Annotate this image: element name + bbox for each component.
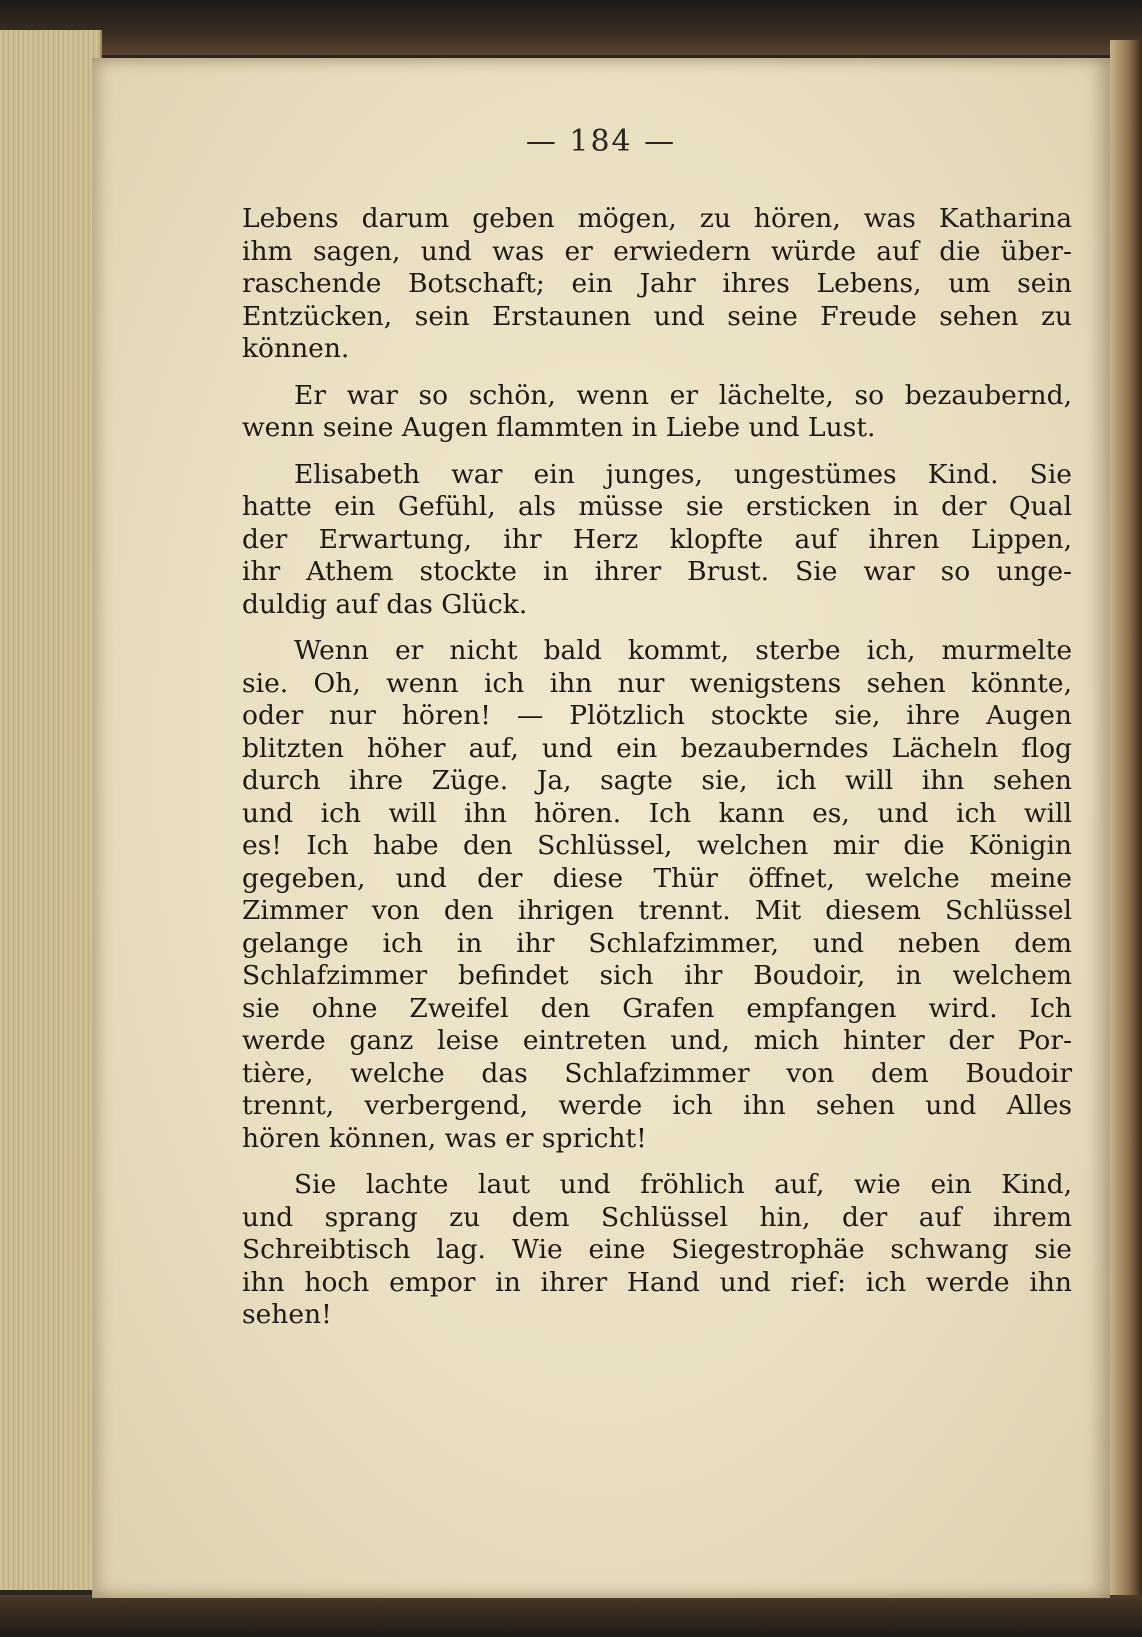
text-line: sie ohne Zweifel den Grafen empfangen wird. Ich	[242, 992, 1072, 1024]
body-text	[242, 203, 1072, 1332]
page-edges-left	[0, 30, 102, 1590]
text-line: hören können, was er spricht!	[242, 1122, 647, 1154]
paragraph-2	[242, 380, 1072, 445]
text-line: werde ganz leise eintreten und, mich hinter der Por-	[242, 1025, 1072, 1056]
book-page	[92, 58, 1110, 1598]
text-line: und ich will ihn hören. Ich kann es, und ich will	[242, 797, 1072, 829]
text-line: der Erwartung, ihr Herz klopfte auf ihren Lippen,	[242, 523, 1072, 555]
text-line: Entzücken, sein Erstaunen und seine Freude sehen zu	[242, 300, 1072, 332]
text-line: trennt, verbergend, werde ich ihn sehen und Alles	[242, 1090, 1072, 1121]
page-edge-right	[1110, 40, 1142, 1600]
paragraph-4	[242, 635, 1072, 1155]
book-binding-bottom	[0, 1595, 1142, 1637]
text-line: ihn hoch empor in ihrer Hand und rief: ich werde ihn	[242, 1266, 1072, 1298]
text-line: können.	[242, 333, 350, 364]
page-number: — 184 —	[525, 124, 677, 159]
text-line: raschende Botschaft; ein Jahr ihres Lebens, um sein	[242, 268, 1072, 299]
text-line: tière, welche das Schlafzimmer von dem Boudoir	[242, 1057, 1072, 1089]
paragraph-3	[242, 459, 1072, 622]
text-line: duldig auf das Glück.	[242, 588, 528, 620]
text-line: Schlafzimmer befindet sich ihr Boudoir, in welchem	[242, 960, 1072, 991]
book-binding-top	[0, 0, 1142, 55]
text-line: Lebens darum geben mögen, zu hören, was Katharina	[242, 203, 1072, 234]
text-line: ihr Athem stockte in ihrer Brust. Sie war so unge-	[242, 556, 1072, 587]
text-line: gelange ich in ihr Schlafzimmer, und neben dem	[242, 927, 1072, 959]
paragraph-1	[242, 203, 1072, 366]
text-line: gegeben, und der diese Thür öffnet, welche meine	[242, 862, 1072, 894]
text-line: Schreibtisch lag. Wie eine Siegestrophäe schwang sie	[242, 1234, 1072, 1265]
text-line: blitzten höher auf, und ein bezauberndes Lächeln flog	[242, 732, 1072, 764]
text-line: oder nur hören! — Plötzlich stockte sie, ihre Augen	[242, 700, 1072, 731]
text-line: Wenn er nicht bald kommt, sterbe ich, murmelte	[294, 635, 1072, 666]
text-line: sehen!	[242, 1299, 332, 1330]
text-line: ihm sagen, und was er erwiedern würde auf die über-	[242, 235, 1072, 267]
text-line: durch ihre Züge. Ja, sagte sie, ich will ihn sehen	[242, 765, 1072, 796]
text-line: hatte ein Gefühl, als müsse sie ersticken in der Qual	[242, 491, 1072, 522]
text-line: Zimmer von den ihrigen trennt. Mit diesem Schlüssel	[242, 895, 1072, 926]
text-line: sie. Oh, wenn ich ihn nur wenigstens sehen könnte,	[242, 667, 1072, 699]
text-line: wenn seine Augen flammten in Liebe und Lust.	[242, 412, 876, 443]
text-line: und sprang zu dem Schlüssel hin, der auf ihrem	[242, 1201, 1072, 1233]
text-line: Sie lachte laut und fröhlich auf, wie ein Kind,	[294, 1169, 1072, 1200]
text-line: Elisabeth war ein junges, ungestümes Kind. Sie	[294, 458, 1072, 490]
paragraph-5	[242, 1169, 1072, 1332]
text-line: es! Ich habe den Schlüssel, welchen mir die Königin	[242, 830, 1072, 861]
text-line: Er war so schön, wenn er lächelte, so bezaubernd,	[294, 379, 1072, 411]
